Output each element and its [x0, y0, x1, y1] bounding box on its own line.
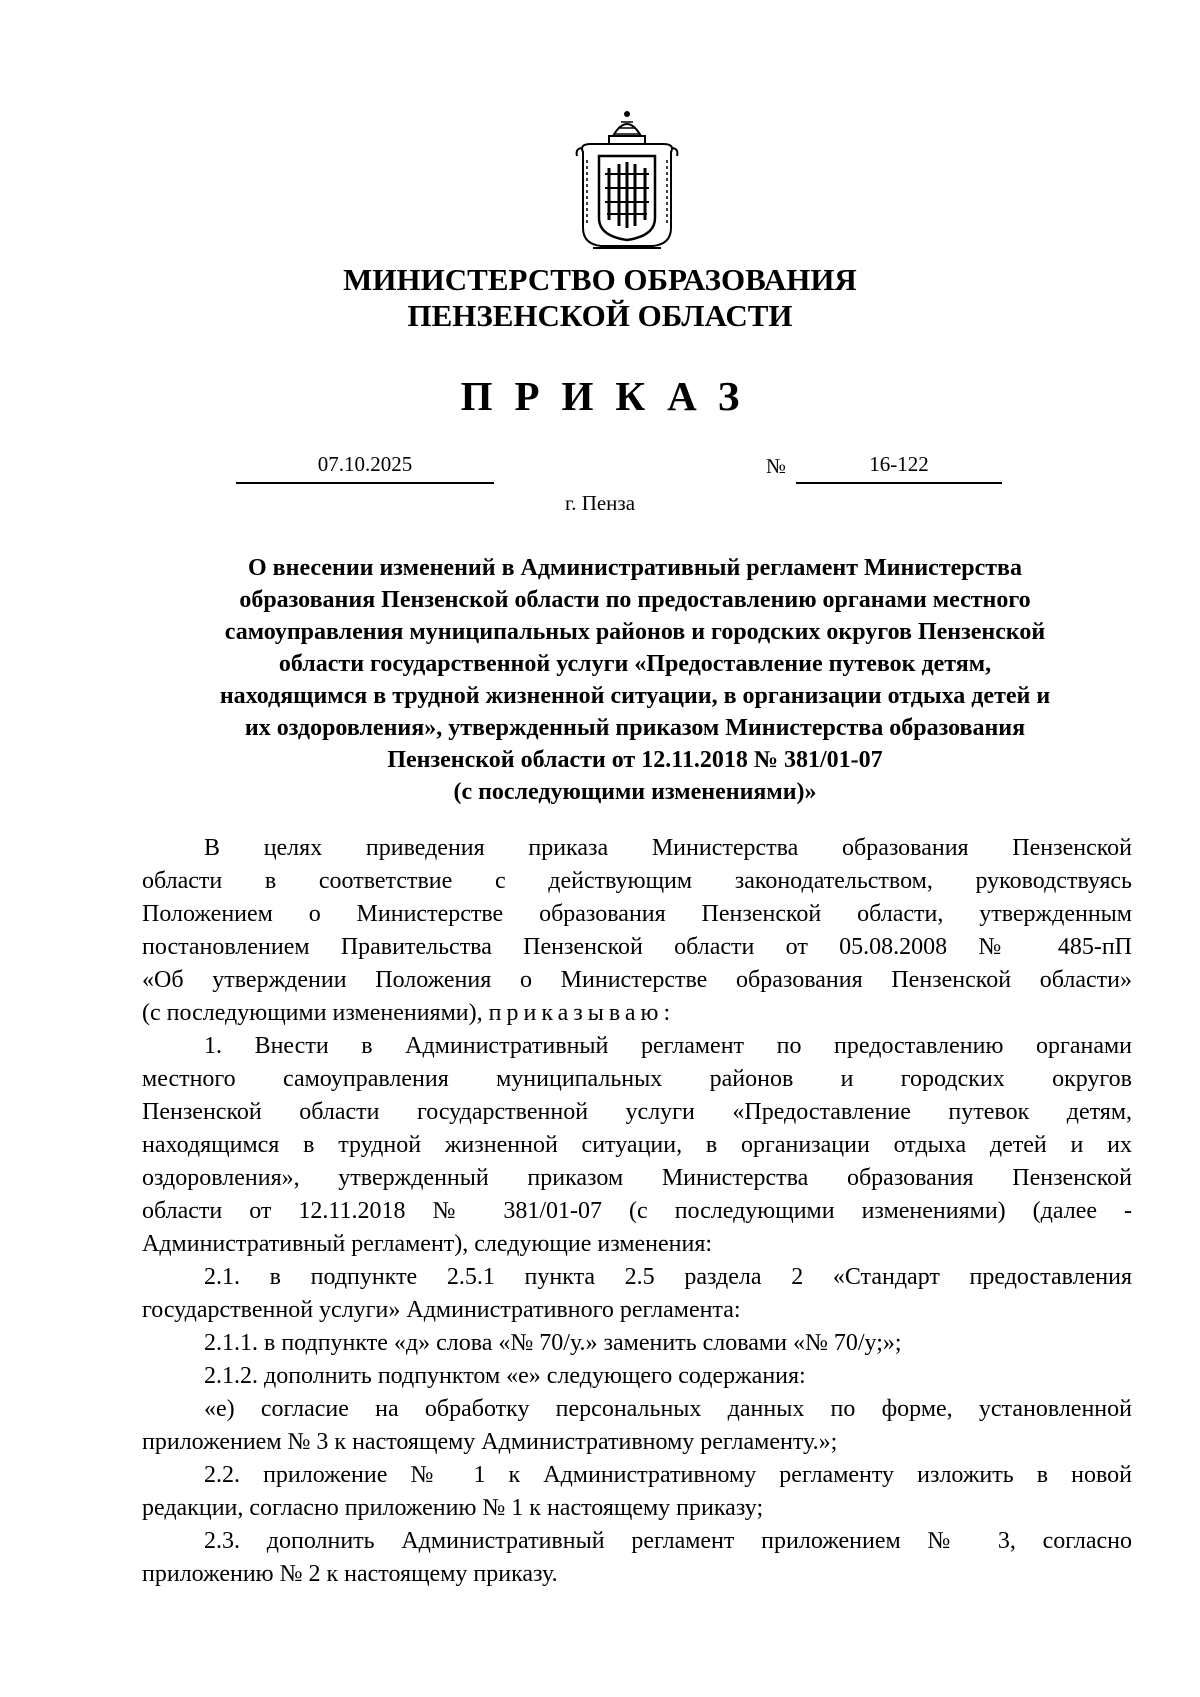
number-sign: №	[766, 454, 787, 478]
title-line: О внесении изменений в Административный регламент Министерства	[247, 555, 1023, 581]
body-line: 2.3. дополнить Административный регламент приложением № 3, согласно	[204, 1528, 1132, 1554]
body-line: «Об утверждении Положения о Министерстве образования Пензенской области»	[142, 967, 1132, 993]
body-line: В целях приведения приказа Министерства образования Пензенской	[204, 835, 1132, 861]
order-date: 07.10.2025	[236, 448, 494, 484]
order-verb: приказываю:	[488, 1000, 676, 1026]
body-line: приложению № 2 к настоящему приказу.	[142, 1561, 558, 1587]
order-number: 16-122	[796, 448, 1002, 484]
title-line: Пензенской области от 12.11.2018 № 381/01-07	[387, 747, 883, 773]
title-line: находящимся в трудной жизненной ситуации, в организации отдыха детей и	[219, 683, 1051, 709]
order-body	[142, 832, 1132, 1591]
body-line	[142, 997, 1132, 1030]
body-line: 2.1.1. в подпункте «д» слова «№ 70/у.» заменить словами «№ 70/у;»;	[204, 1330, 902, 1356]
body-line: оздоровления», утвержденный приказом Министерства образования Пензенской	[142, 1165, 1132, 1191]
body-line: 2.1.2. дополнить подпунктом «е» следующего содержания:	[204, 1363, 806, 1389]
ministry-name-line-2: ПЕНЗЕНСКОЙ ОБЛАСТИ	[407, 298, 793, 333]
ministry-name-line-1: МИНИСТЕРСТВО ОБРАЗОВАНИЯ	[343, 262, 857, 297]
title-line: (с последующими изменениями)»	[453, 779, 817, 805]
body-line: Административный регламент), следующие изменения:	[142, 1231, 713, 1257]
body-line: Пензенской области государственной услуги «Предоставление путевок детям,	[142, 1099, 1132, 1125]
body-line: находящимся в трудной жизненной ситуации, в организации отдыха детей и их	[142, 1132, 1132, 1158]
body-line: приложением № 3 к настоящему Административному регламенту.»;	[142, 1429, 838, 1455]
city-line: г. Пенза	[564, 491, 636, 515]
body-line: области в соответствие с действующим законодательством, руководствуясь	[142, 868, 1132, 894]
body-line: местного самоуправления муниципальных районов и городских округов	[142, 1066, 1132, 1092]
order-title	[140, 552, 1130, 808]
body-line: постановлением Правительства Пензенской области от 05.08.2008 № 485-пП	[142, 934, 1132, 960]
body-text-fragment: (с последующими изменениями),	[142, 1000, 489, 1026]
title-line: их оздоровления», утвержденный приказом Министерства образования	[244, 715, 1026, 741]
body-line: государственной услуги» Административного регламента:	[142, 1297, 741, 1323]
document-type-heading: ПРИКАЗ	[460, 373, 762, 419]
body-line: 2.1. в подпункте 2.5.1 пункта 2.5 раздела 2 «Стандарт предоставления	[204, 1264, 1132, 1290]
title-line: самоуправления муниципальных районов и городских округов Пензенской	[224, 619, 1046, 645]
title-line: образования Пензенской области по предоставлению органами местного	[239, 587, 1031, 613]
body-line: 2.2. приложение № 1 к Административному регламенту изложить в новой	[204, 1462, 1132, 1488]
body-line: «е) согласие на обработку персональных данных по форме, установленной	[204, 1396, 1132, 1422]
coat-of-arms-emblem	[573, 108, 681, 256]
body-line: редакции, согласно приложению № 1 к настоящему приказу;	[142, 1495, 764, 1521]
body-line: 1. Внести в Административный регламент по предоставлению органами	[204, 1033, 1132, 1059]
body-line: области от 12.11.2018 № 381/01-07 (с последующими изменениями) (далее -	[142, 1198, 1132, 1224]
body-line: Положением о Министерстве образования Пензенской области, утвержденным	[142, 901, 1132, 927]
title-line: области государственной услуги «Предоставление путевок детям,	[278, 651, 992, 677]
